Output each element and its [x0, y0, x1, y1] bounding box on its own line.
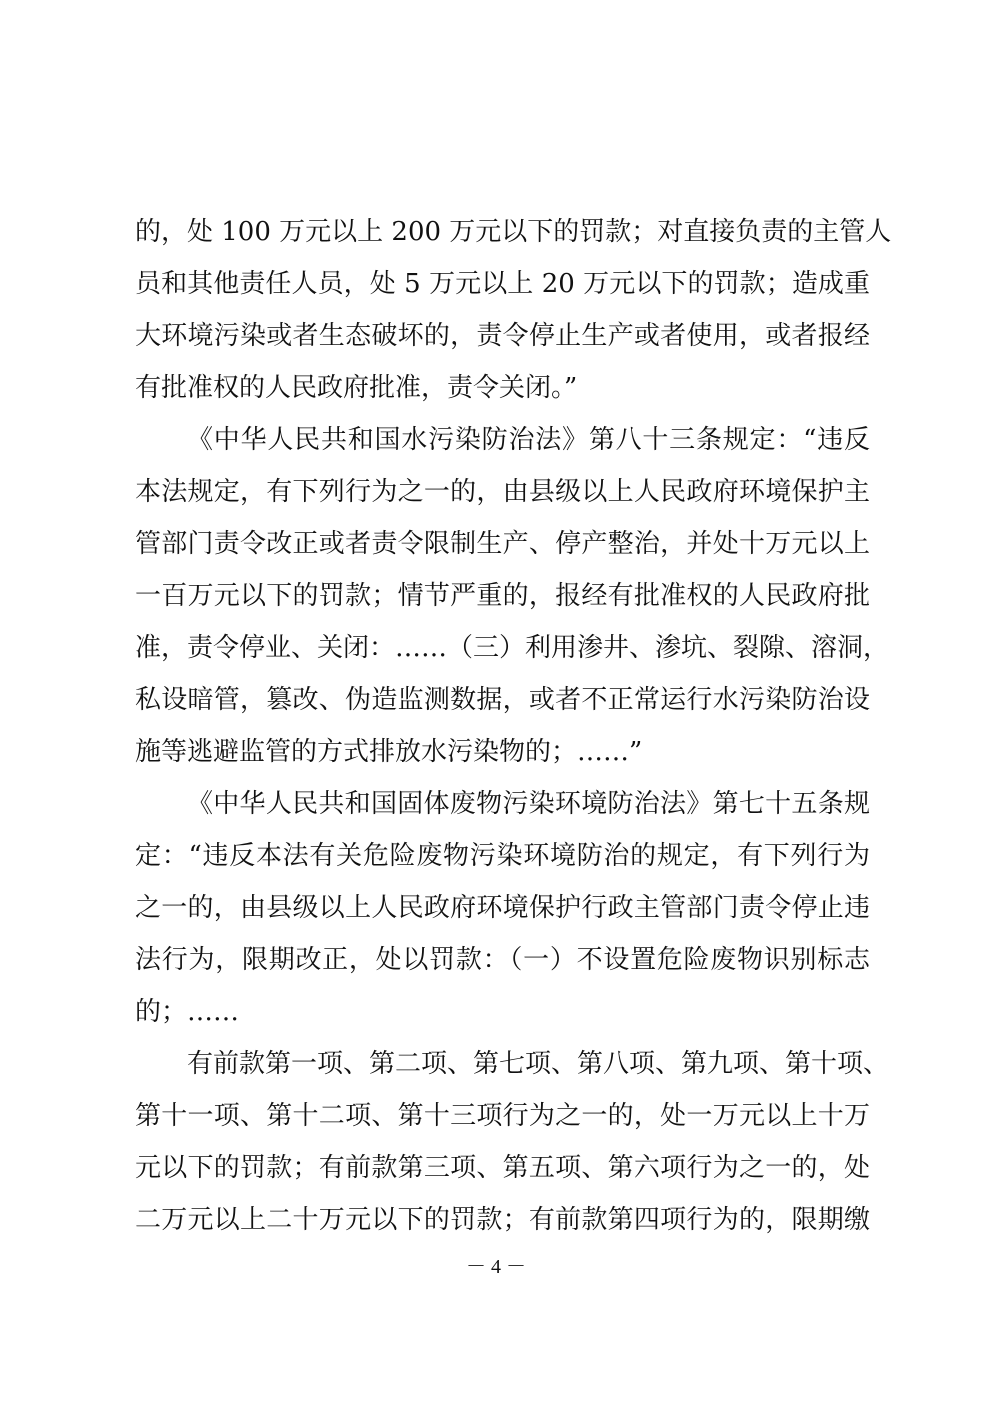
text-line: 二万元以上二十万元以下的罚款；有前款第四项行为的，限期缴 [135, 1205, 870, 1235]
text-line: 一百万元以下的罚款；情节严重的，报经有批准权的人民政府批 [135, 581, 870, 611]
text-line: 管部门责令改正或者责令限制生产、停产整治，并处十万元以上 [135, 529, 870, 559]
paragraph-first-line: 有前款第一项、第二项、第七项、第八项、第九项、第十项、 [187, 1049, 890, 1079]
text-line: 的；…… [135, 997, 240, 1027]
text-line: 定：“违反本法有关危险废物污染环境防治的规定，有下列行为 [135, 841, 870, 871]
text-line: 准，责令停业、关闭：……（三）利用渗井、渗坑、裂隙、溶洞， [135, 633, 890, 663]
text-line: 施等逃避监管的方式排放水污染物的；……” [135, 737, 643, 767]
text-line: 第十一项、第十二项、第十三项行为之一的，处一万元以上十万 [135, 1101, 870, 1131]
paragraph-first-line: 《中华人民共和国水污染防治法》第八十三条规定：“违反 [187, 425, 870, 455]
paragraph-first-line: 《中华人民共和国固体废物污染环境防治法》第七十五条规 [187, 789, 870, 819]
text-line: 元以下的罚款；有前款第三项、第五项、第六项行为之一的，处 [135, 1153, 870, 1183]
text-line: 法行为，限期改正，处以罚款：（一）不设置危险废物识别标志 [135, 945, 870, 975]
text-line: 有批准权的人民政府批准，责令关闭。” [135, 373, 578, 403]
text-line: 之一的，由县级以上人民政府环境保护行政主管部门责令停止违 [135, 893, 870, 923]
page-number: － 4 － [466, 1256, 526, 1278]
text-line: 私设暗管，篡改、伪造监测数据，或者不正常运行水污染防治设 [135, 685, 870, 715]
text-line: 的，处 100 万元以上 200 万元以下的罚款；对直接负责的主管人 [135, 217, 892, 247]
text-line: 本法规定，有下列行为之一的，由县级以上人民政府环境保护主 [135, 477, 870, 507]
text-line: 员和其他责任人员，处 5 万元以上 20 万元以下的罚款；造成重 [135, 269, 870, 299]
text-line: 大环境污染或者生态破坏的，责令停止生产或者使用，或者报经 [135, 321, 870, 351]
